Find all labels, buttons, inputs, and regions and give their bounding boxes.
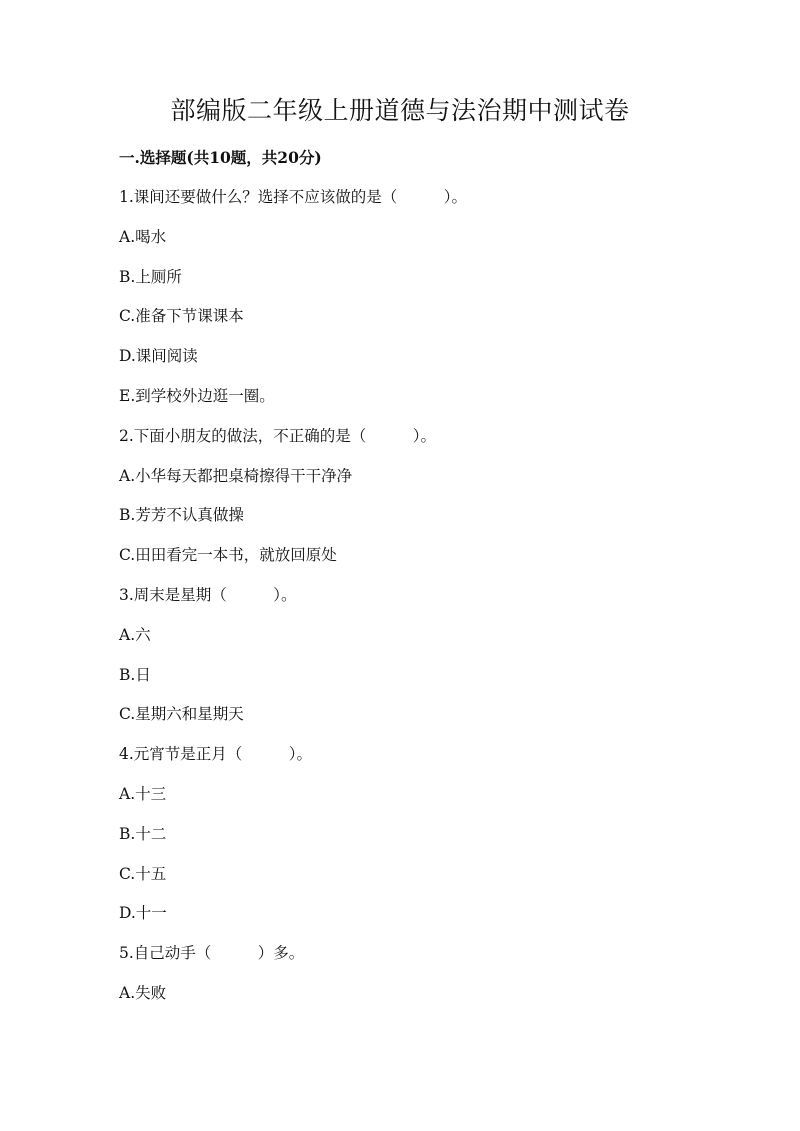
question-1-option-d: D.课间阅读 — [119, 347, 198, 366]
section-header: 一.选择题(共10题，共20分) — [119, 148, 322, 167]
question-2-option-a: A.小华每天都把桌椅擦得干干净净 — [119, 466, 353, 485]
question-3-option-c: C.星期六和星期天 — [119, 705, 244, 724]
question-2: 2.下面小朋友的做法，不正确的是（ ）。 — [119, 426, 437, 445]
question-3: 3.周末是星期（ ）。 — [119, 585, 297, 604]
question-1: 1.课间还要做什么？选择不应该做的是（ ）。 — [119, 188, 468, 206]
question-4-option-b: B.十二 — [119, 824, 167, 843]
question-1-option-e: E.到学校外边逛一圈。 — [119, 386, 275, 405]
question-4-option-d: D.十一 — [119, 904, 167, 923]
question-1-option-c: C.准备下节课课本 — [119, 307, 244, 326]
question-list — [119, 185, 719, 1021]
question-3-option-a: A.六 — [119, 625, 151, 644]
page-title: 部编版二年级上册道德与法治期中测试卷 — [170, 96, 630, 125]
question-5-option-a: A.失败 — [119, 983, 167, 1002]
question-4: 4.元宵节是正月（ ）。 — [119, 745, 313, 764]
question-2-option-b: B.芳芳不认真做操 — [119, 506, 244, 525]
question-1-option-a: A.喝水 — [119, 227, 167, 246]
question-4-option-a: A.十三 — [119, 784, 167, 803]
question-4-option-c: C.十五 — [119, 864, 167, 883]
question-5: 5.自己动手（ ）多。 — [119, 944, 305, 963]
question-1-option-b: B.上厕所 — [119, 267, 182, 286]
question-3-option-b: B.日 — [119, 665, 151, 684]
question-2-option-c: C.田田看完一本书，就放回原处 — [119, 546, 337, 565]
